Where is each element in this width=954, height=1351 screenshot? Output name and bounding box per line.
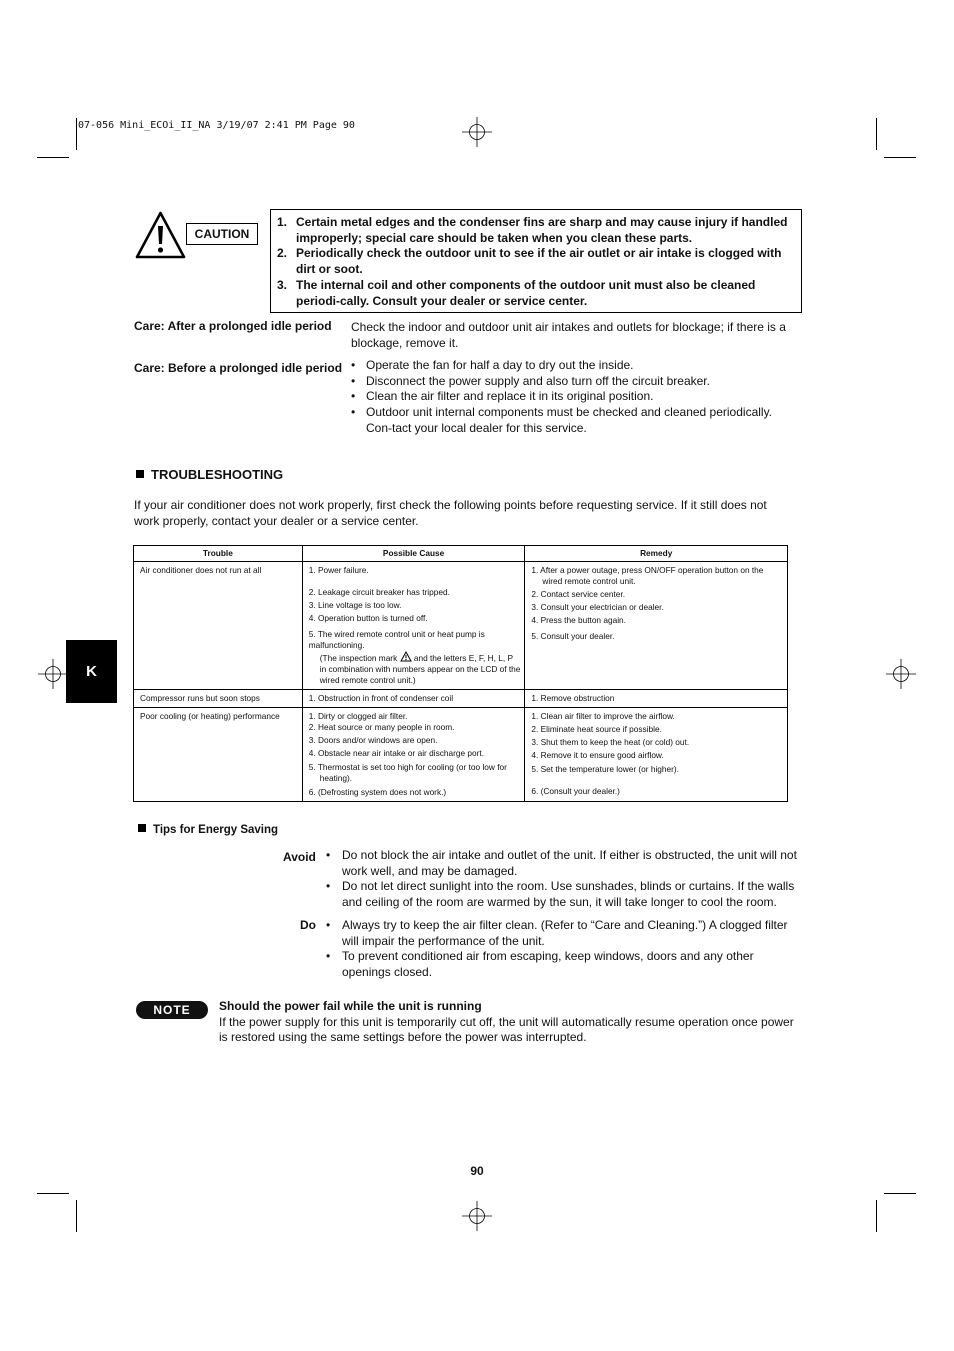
table-row xyxy=(134,562,788,690)
table-row xyxy=(134,708,788,802)
print-slug: 07-056 Mini_ECOi_II_NA 3/19/07 2:41 PM Page 90 xyxy=(78,120,355,131)
list-item: • Clean the air filter and replace it in its original position. xyxy=(351,389,654,404)
cause-cell: 1. Obstruction in front of condenser coil xyxy=(302,690,525,708)
registration-mark-right xyxy=(886,659,916,689)
inspection-mark-icon xyxy=(400,651,412,662)
table-row xyxy=(134,690,788,708)
section-tab: K xyxy=(66,640,117,703)
square-bullet-icon xyxy=(136,470,144,478)
troubleshooting-table xyxy=(133,545,788,802)
remedy-cell: 1. After a power outage, press ON/OFF operation button on the wired remote control unit. 2. Contact service center. 3. Consult your electrician or dealer. 4. Press the button again. 5. Consult your dealer. xyxy=(525,562,788,690)
list-item: • Disconnect the power supply and also turn off the circuit breaker. xyxy=(351,373,710,388)
avoid-label: Avoid xyxy=(283,850,316,864)
list-item: • Always try to keep the air filter clean. (Refer to “Care and Cleaning.”) A clogged filter will impair the performance of the unit. xyxy=(326,918,788,948)
cause-cell: 1. Power failure. 2. Leakage circuit breaker has tripped. 3. Line voltage is too low. 4. Operation button is turned off. 5. The wired remote control unit or heat pump is malfunctioning. (The inspection mark and the letters E, F, H, L, P in combination with numbers appear on the LCD of the wired remote control unit.) xyxy=(302,562,525,690)
list-item: • Do not block the air intake and outlet of the unit. If either is obstructed, the unit will not work well, and may be damaged. xyxy=(326,848,797,878)
troubleshooting-heading: TROUBLESHOOTING xyxy=(136,467,283,482)
care-after-label: Care: After a prolonged idle period xyxy=(134,319,332,333)
caution-item: 2. Periodically check the outdoor unit to see if the air outlet or air intake is clogged with dirt or soot. xyxy=(277,246,782,277)
registration-mark-left xyxy=(38,659,68,689)
caution-box xyxy=(270,209,802,313)
caution-item: 3. The internal coil and other components of the outdoor unit must also be cleaned periodi-cally. Consult your dealer or service center. xyxy=(277,277,756,308)
note-text xyxy=(219,999,799,1046)
tips-heading: Tips for Energy Saving xyxy=(138,824,278,836)
table-header: Possible Cause xyxy=(302,546,525,562)
remedy-cell: 1. Clean air filter to improve the airflow. 2. Eliminate heat source if possible. 3. Shut them to keep the heat (or cold) out. 4. Remove it to ensure good airflow. 5. Set the temperature lower (or higher). 6. (Consult your dealer.) xyxy=(525,708,788,802)
caution-item: 1. Certain metal edges and the condenser fins are sharp and may cause injury if handled improperly; special care should be taken when you clean these parts. xyxy=(277,215,788,245)
care-after-text: Check the indoor and outdoor unit air intakes and outlets for blockage; if there is a blockage, remove it. xyxy=(351,320,786,350)
list-item: • Outdoor unit internal components must be checked and cleaned periodically. Con-tact your local dealer for this service. xyxy=(351,405,773,435)
warning-triangle-icon xyxy=(134,210,187,260)
table-header: Trouble xyxy=(134,546,303,562)
cause-cell: 1. Dirty or clogged air filter. 2. Heat source or many people in room. 3. Doors and/or windows are open. 4. Obstacle near air intake or air discharge port. 5. Thermostat is set too high for cooling (or too low for heating). 6. (Defrosting system does not work.) xyxy=(302,708,525,802)
care-before-list xyxy=(351,358,796,437)
troubleshooting-intro: If your air conditioner does not work properly, first check the following points before requesting service. If it still does not work properly, contact your dealer or a service center. xyxy=(134,498,767,528)
remedy-cell: 1. Remove obstruction xyxy=(525,690,788,708)
list-item: • Do not let direct sunlight into the room. Use sunshades, blinds or curtains. If the walls and ceiling of the room are warmed by the sun, it will take longer to cool the room. xyxy=(326,879,795,910)
note-body: If the power supply for this unit is temporarily cut off, the unit will automatically resume operation once power is restored using the same settings before the power was interrupted. xyxy=(219,1014,794,1045)
note-title: Should the power fail while the unit is running xyxy=(219,999,482,1013)
table-header-row xyxy=(134,546,788,562)
note-badge: NOTE xyxy=(136,1001,208,1019)
trouble-cell: Compressor runs but soon stops xyxy=(134,690,303,708)
square-bullet-icon xyxy=(138,824,146,832)
trouble-cell: Poor cooling (or heating) performance xyxy=(134,708,303,802)
do-label: Do xyxy=(300,918,316,932)
avoid-list xyxy=(326,848,798,911)
page-number: 90 xyxy=(470,1164,484,1178)
caution-label: CAUTION xyxy=(186,223,258,245)
registration-mark-bottom xyxy=(462,1201,492,1231)
table-header: Remedy xyxy=(525,546,788,562)
list-item: • To prevent conditioned air from escaping, keep windows, doors and any other openings closed. xyxy=(326,949,754,980)
trouble-cell: Air conditioner does not run at all xyxy=(134,562,303,690)
do-list xyxy=(326,918,798,981)
registration-mark-top xyxy=(462,117,492,147)
list-item: • Operate the fan for half a day to dry out the inside. xyxy=(351,358,634,372)
care-before-label: Care: Before a prolonged idle period xyxy=(134,361,343,375)
